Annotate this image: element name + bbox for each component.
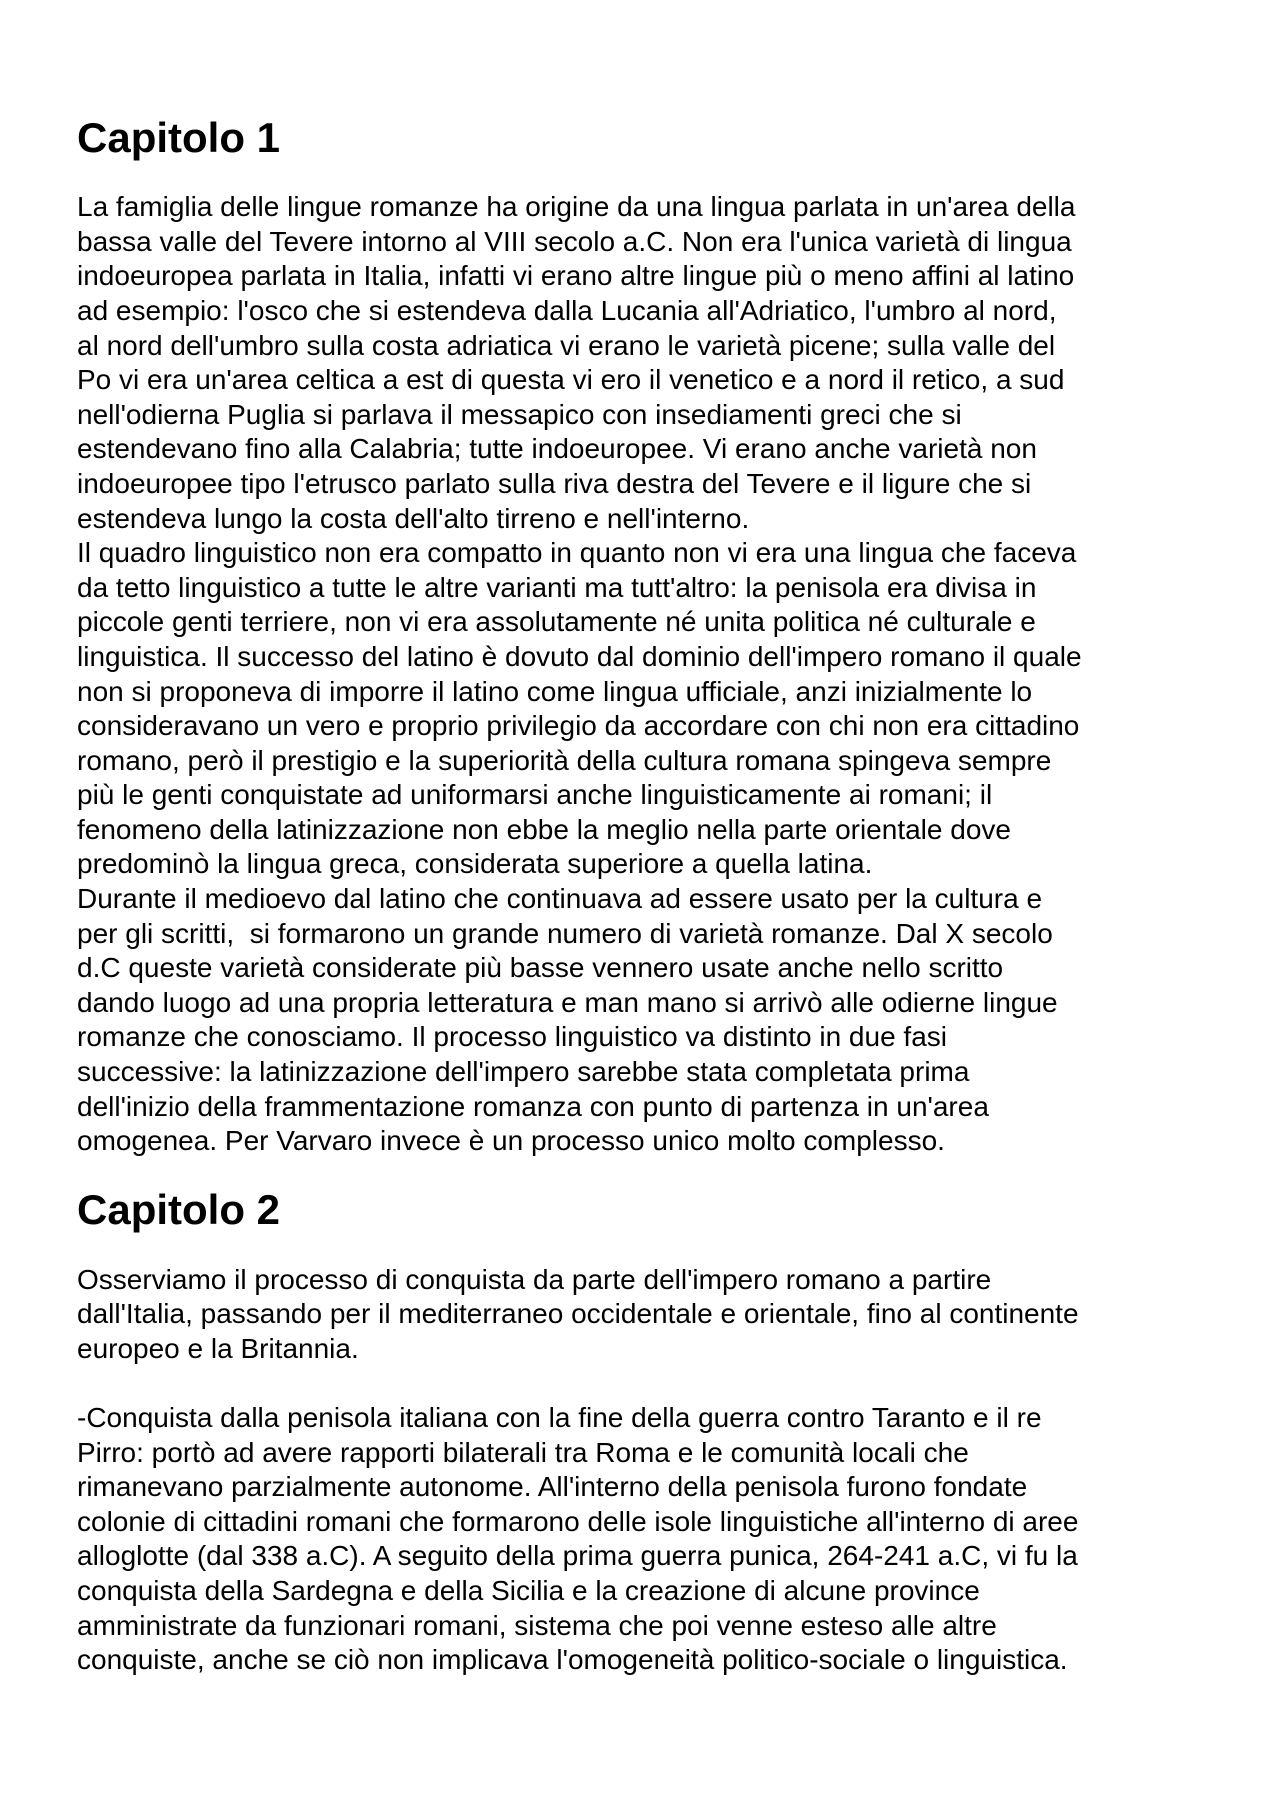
- text-line: rimanevano parzialmente autonome. All'interno della penisola furono fondate: [77, 1471, 1028, 1503]
- chapter-1-paragraph: [77, 190, 1187, 1159]
- text-line: piccole genti terriere, non vi era assolutamente né unita politica né culturale e: [77, 606, 1036, 638]
- text-line: predominò la lingua greca, considerata superiore a quella latina.: [77, 848, 873, 880]
- text-line: romanze che conosciamo. Il processo linguistico va distinto in due fasi: [77, 1021, 947, 1053]
- text-line: alloglotte (dal 338 a.C). A seguito della prima guerra punica, 264-241 a.C, vi fu la: [77, 1540, 1078, 1572]
- text-line: Osserviamo il processo di conquista da parte dell'impero romano a partire: [77, 1263, 992, 1295]
- text-line: dando luogo ad una propria letteratura e man mano si arrivò alle odierne lingue: [77, 986, 1058, 1018]
- text-line: indoeuropee tipo l'etrusco parlato sulla riva destra del Tevere e il ligure che si: [77, 467, 1032, 499]
- text-line: europeo e la Britannia.: [77, 1332, 359, 1364]
- spacer: [77, 1228, 1187, 1263]
- text-line: consideravano un vero e proprio privilegio da accordare con chi non era cittadino: [77, 710, 1080, 742]
- text-line: conquista della Sardegna e della Sicilia e la creazione di alcune province: [77, 1574, 980, 1606]
- text-line: al nord dell'umbro sulla costa adriatica vi erano le varietà picene; sulla valle del: [77, 329, 1056, 361]
- text-line: Pirro: portò ad avere rapporti bilaterali tra Roma e le comunità locali che: [77, 1436, 969, 1468]
- text-line: -Conquista dalla penisola italiana con la fine della guerra contro Taranto e il re: [77, 1401, 1042, 1433]
- text-line: omogenea. Per Varvaro invece è un processo unico molto complesso.: [77, 1125, 945, 1157]
- text-line: d.C queste varietà considerate più basse vennero usate anche nello scritto: [77, 952, 1004, 984]
- text-line: La famiglia delle lingue romanze ha origine da una lingua parlata in un'area della: [77, 191, 1076, 223]
- chapter-2-intro: [77, 1263, 1187, 1367]
- text-line: non si proponeva di imporre il latino come lingua ufficiale, anzi inizialmente lo: [77, 675, 1033, 707]
- chapter-1-heading: Capitolo 1: [77, 114, 281, 161]
- text-line: Durante il medioevo dal latino che continuava ad essere usato per la cultura e: [77, 883, 1043, 915]
- text-line: Il quadro linguistico non era compatto in quanto non vi era una lingua che faceva: [77, 537, 1077, 569]
- text-line: romano, però il prestigio e la superiorità della cultura romana spingeva sempre: [77, 744, 1052, 776]
- chapter-2-heading: Capitolo 2: [77, 1186, 281, 1234]
- text-line: bassa valle del Tevere intorno al VIII secolo a.C. Non era l'unica varietà di lingua: [77, 225, 1072, 257]
- text-line: da tetto linguistico a tutte le altre varianti ma tutt'altro: la penisola era divisa in: [77, 571, 1037, 603]
- text-line: indoeuropea parlata in Italia, infatti vi erano altre lingue più o meno affini al latino: [77, 260, 1075, 292]
- spacer: [77, 1366, 1187, 1401]
- text-line: fenomeno della latinizzazione non ebbe la meglio nella parte orientale dove: [77, 813, 1011, 845]
- text-line: estendevano fino alla Calabria; tutte indoeuropee. Vi erano anche varietà non: [77, 433, 1037, 465]
- text-line: più le genti conquistate ad uniformarsi anche linguisticamente ai romani; il: [77, 779, 993, 811]
- text-line: dell'inizio della frammentazione romanza con punto di partenza in un'area: [77, 1090, 989, 1122]
- text-line: amministrate da funzionari romani, sistema che poi venne esteso alle altre: [77, 1609, 997, 1641]
- text-line: per gli scritti, si formarono un grande numero di varietà romanze. Dal X secolo: [77, 917, 1053, 949]
- text-line: nell'odierna Puglia si parlava il messapico con insediamenti greci che si: [77, 398, 962, 430]
- chapter-2-section-italy: [77, 1401, 1187, 1678]
- text-line: conquiste, anche se ciò non implicava l'omogeneità politico-sociale o linguistica.: [77, 1644, 1068, 1676]
- text-line: successive: la latinizzazione dell'impero sarebbe stata completata prima: [77, 1056, 970, 1088]
- text-line: dall'Italia, passando per il mediterraneo occidentale e orientale, fino al continente: [77, 1298, 1079, 1330]
- document-body: [77, 114, 1187, 1678]
- text-line: ad esempio: l'osco che si estendeva dalla Lucania all'Adriatico, l'umbro al nord,: [77, 294, 1057, 326]
- text-line: colonie di cittadini romani che formarono delle isole linguistiche all'interno di aree: [77, 1505, 1079, 1537]
- text-line: linguistica. Il successo del latino è dovuto dal dominio dell'impero romano il quale: [77, 640, 1082, 672]
- text-line: Po vi era un'area celtica a est di questa vi ero il venetico e a nord il retico, a sud: [77, 364, 1065, 396]
- text-line: estendeva lungo la costa dell'alto tirreno e nell'interno.: [77, 502, 750, 534]
